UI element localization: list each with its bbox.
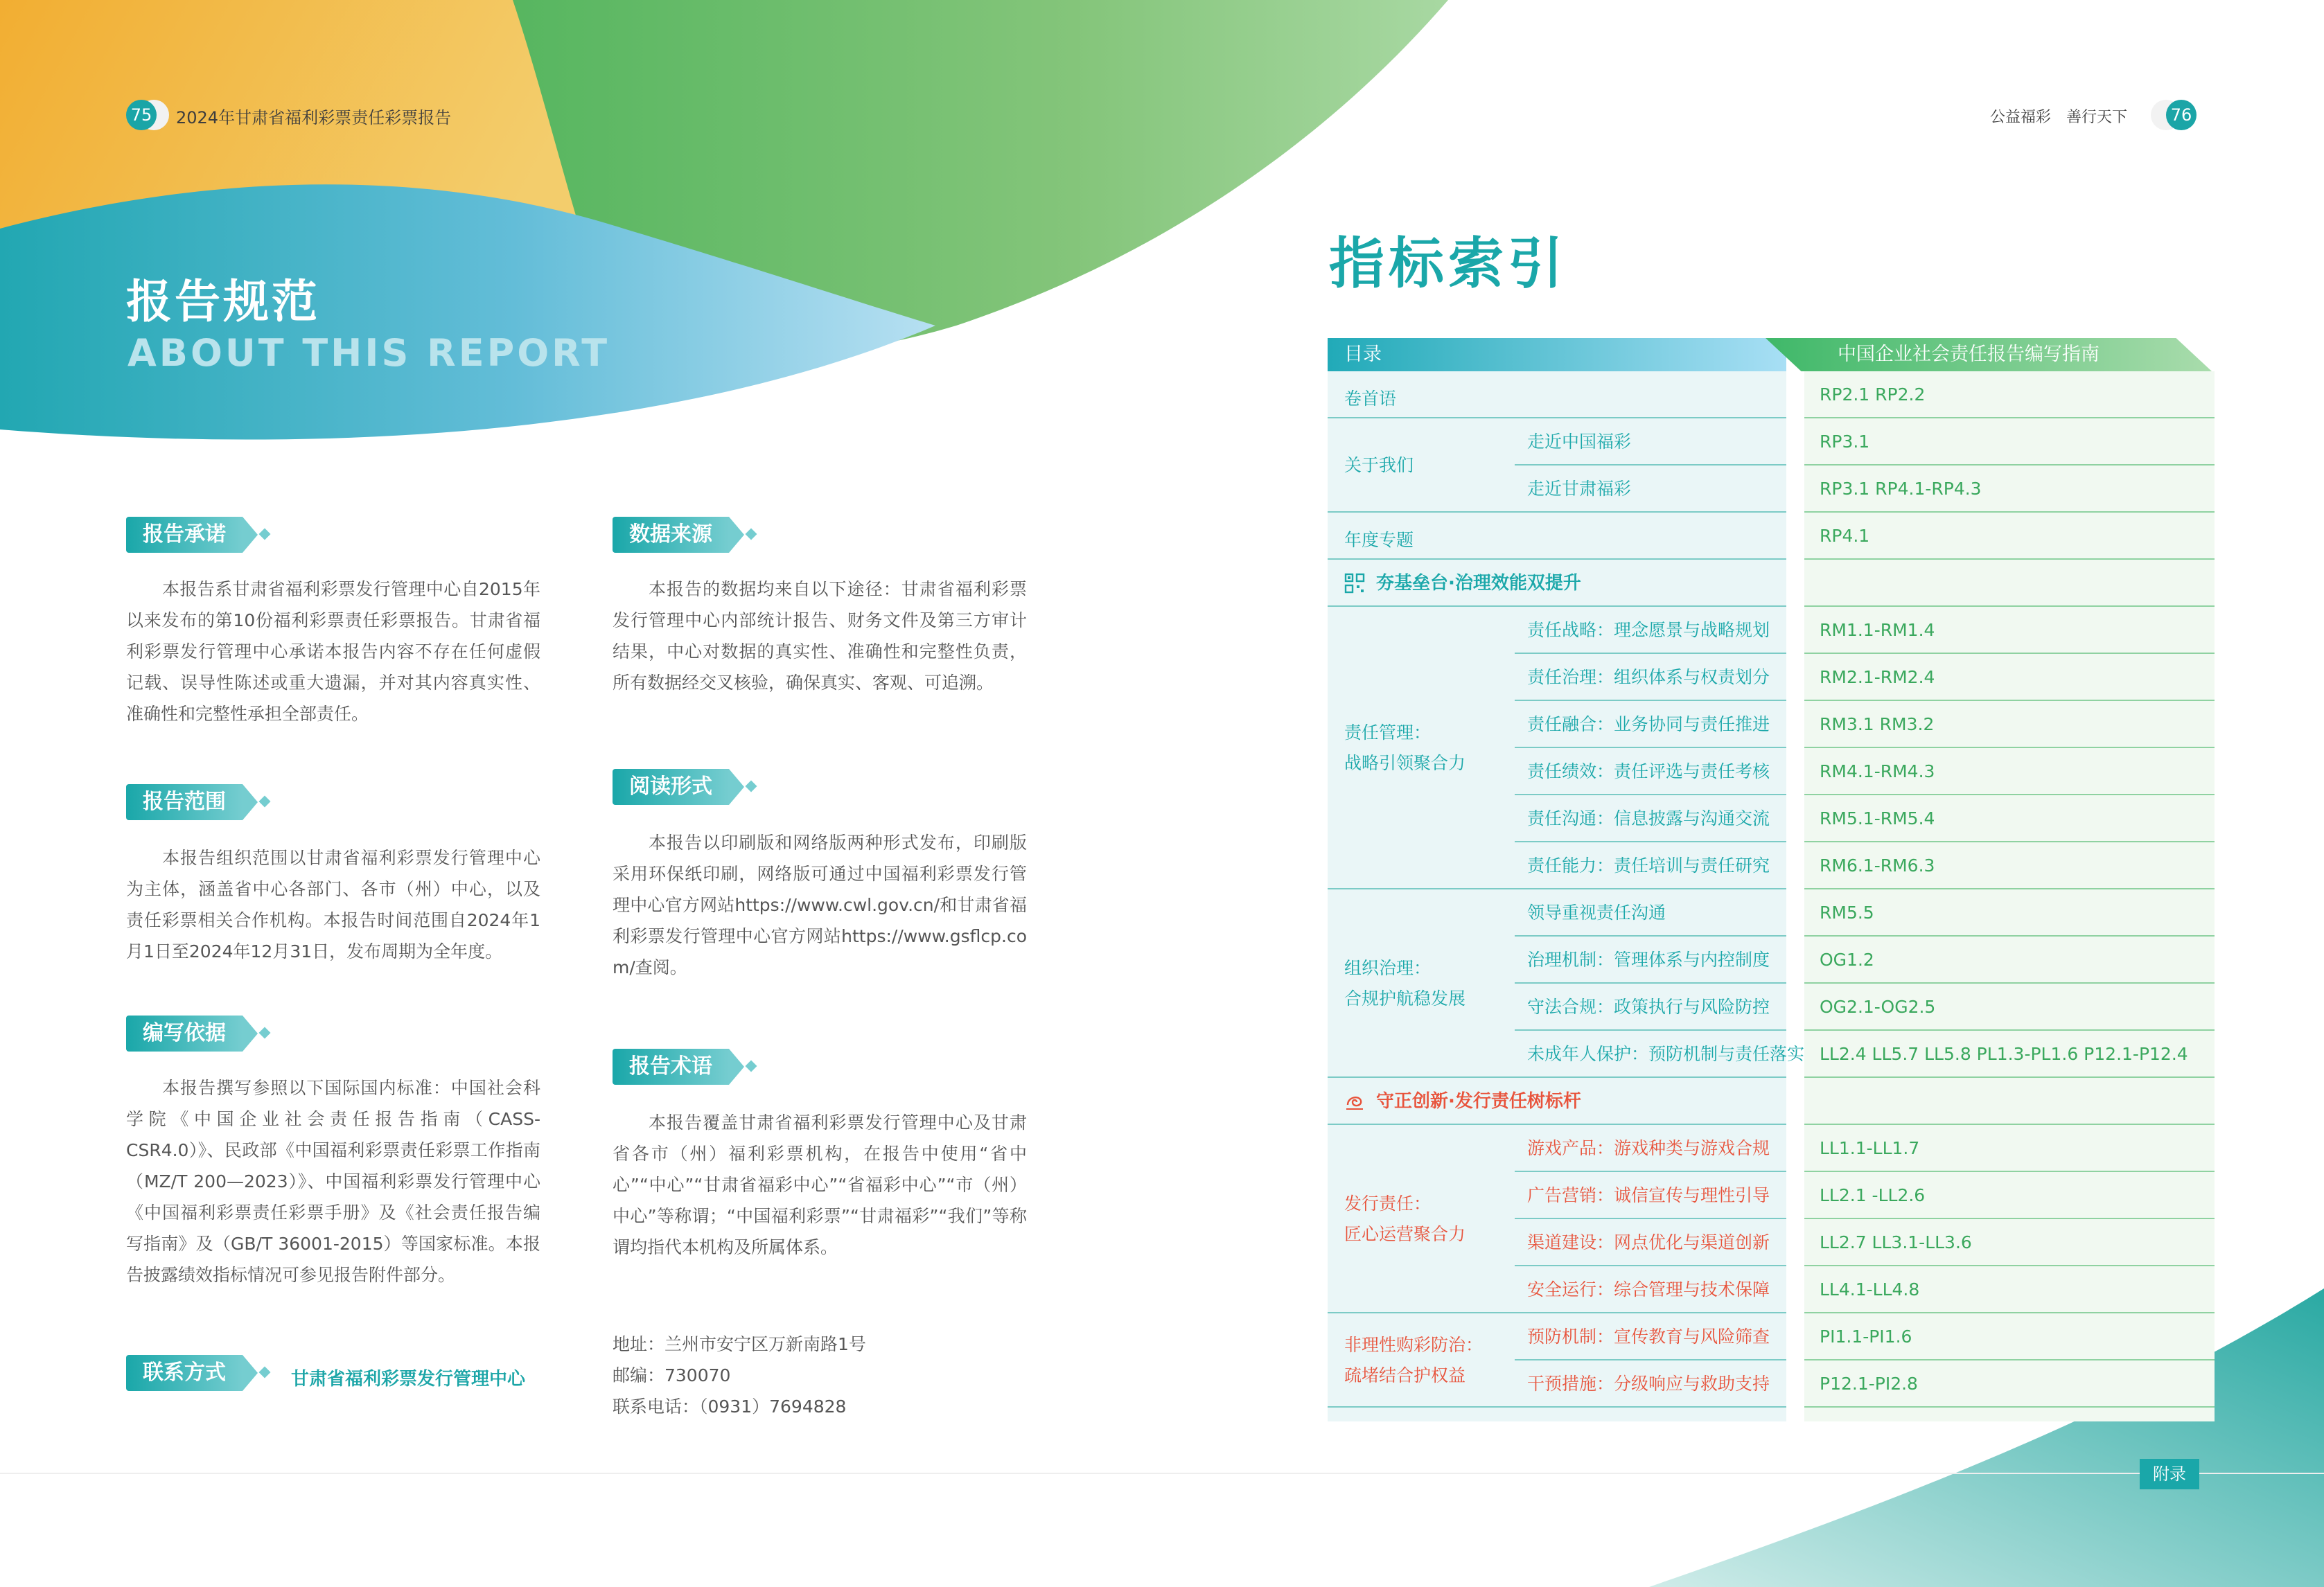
contact-organization: 甘肃省福利彩票发行管理中心: [291, 1369, 526, 1390]
guideline-code: RM5.1-RM5.4: [1820, 808, 1935, 828]
guideline-code: LL2.1 -LL2.6: [1820, 1185, 1926, 1205]
page-number-left: 75: [126, 100, 157, 130]
row-divider-right: [1804, 1406, 2215, 1408]
row-divider-right: [1804, 1218, 2215, 1219]
guideline-code: LL4.1-LL4.8: [1820, 1279, 1920, 1300]
row-divider-right: [1804, 794, 2215, 795]
guideline-code: OG2.1-OG2.5: [1820, 997, 1936, 1017]
index-item: 领导重视责任沟通: [1527, 903, 1666, 923]
index-item: 责任治理：组织体系与权责划分: [1527, 667, 1770, 687]
row-divider-left: [1328, 605, 1786, 607]
swirl-icon: [1344, 1091, 1365, 1112]
index-item: 责任融合：业务协同与责任推进: [1527, 714, 1770, 734]
row-divider-right: [1804, 417, 2215, 418]
guideline-code: RM1.1-RM1.4: [1820, 620, 1935, 640]
index-item: 走近中国福彩: [1527, 432, 1632, 452]
row-divider-right: [1804, 1265, 2215, 1266]
row-divider-right: [1804, 982, 2215, 984]
row-divider-right: [1804, 558, 2215, 560]
section-text-data-source: 本报告的数据均来自以下途径：甘肃省福利彩票发行管理中心内部统计报告、财务文件及第三方审计结果，中心对数据的真实性、准确性和完整性负责，所有数据经交叉核验，确保真实、客观、可追溯。: [613, 579, 1027, 693]
index-item: 治理机制：管理体系与内控制度: [1527, 950, 1770, 970]
row-divider-left: [1515, 653, 1786, 654]
guideline-code: PI1.1-PI1.6: [1820, 1327, 1912, 1347]
qr-grid-icon: [1344, 573, 1365, 594]
row-divider-right: [1804, 841, 2215, 842]
guideline-code: RM3.1 RM3.2: [1820, 714, 1935, 734]
row-divider-right: [1804, 653, 2215, 654]
category-label: 非理性购彩防治： 疏堵结合护权益: [1344, 1335, 1484, 1385]
category-label: 发行责任： 匠心运营聚合力: [1344, 1194, 1466, 1244]
index-item: 责任绩效：责任评选与责任考核: [1527, 761, 1770, 781]
row-divider-left: [1515, 1359, 1786, 1360]
category-label: 年度专题: [1344, 530, 1414, 550]
row-divider-left: [1328, 417, 1786, 418]
section-tag-contact: 联系方式: [126, 1355, 243, 1391]
guideline-code: RM2.1-RM2.4: [1820, 667, 1935, 687]
guideline-code: RP3.1 RP4.1-RP4.3: [1820, 479, 1982, 499]
table-header-guideline: 中国企业社会责任报告编写指南: [1838, 344, 2099, 365]
section-tag-basis: 编写依据: [126, 1016, 243, 1052]
row-divider-left: [1515, 1265, 1786, 1266]
category-label: 组织治理： 合规护航稳发展: [1344, 958, 1466, 1009]
row-divider-right: [1804, 700, 2215, 701]
index-item: 责任能力：责任培训与责任研究: [1527, 855, 1770, 876]
row-divider-right: [1804, 747, 2215, 748]
row-divider-left: [1515, 464, 1786, 466]
category-label: 关于我们: [1344, 455, 1414, 475]
guideline-code: RM4.1-RM4.3: [1820, 761, 1935, 781]
row-divider-left: [1515, 1218, 1786, 1219]
index-item: 游戏产品：游戏种类与游戏合规: [1527, 1138, 1770, 1158]
contact-address: 地址：兰州市安宁区万新南路1号: [613, 1334, 866, 1354]
guideline-code: OG1.2: [1820, 950, 1874, 970]
guideline-code: LL2.4 LL5.7 LL5.8 PL1.3-PL1.6 P12.1-P12.4: [1820, 1044, 2188, 1064]
section-text-basis: 本报告撰写参照以下国际国内标准：中国社会科学院《中国企业社会责任报告指南（CASS-CSR4.0）》、民政部《中国福利彩票责任彩票工作指南（MZ/T 200—2023）》、中国福利彩票发行管理中心《中国福利彩票责任彩票手册》及《社会责任报告编写指南》及（GB/T 36001-2015）等国家标准。本报告披露绩效指标情况可参见报告附件部分。: [126, 1078, 540, 1285]
index-item: 安全运行：综合管理与技术保障: [1527, 1279, 1770, 1300]
table-header-contents: 目录: [1344, 344, 1382, 365]
row-divider-right: [1804, 605, 2215, 607]
section-tag-commitment: 报告承诺: [126, 517, 243, 553]
category-label: 卷首语: [1344, 389, 1397, 409]
section-row-label: 夯基垒台·治理效能双提升: [1376, 573, 1581, 594]
row-divider-right: [1804, 888, 2215, 889]
table-header-left: [1328, 338, 1786, 371]
section-tag-terminology: 报告术语: [613, 1049, 729, 1085]
row-divider-right: [1804, 511, 2215, 513]
index-item: 未成年人保护：预防机制与责任落实: [1527, 1044, 1805, 1064]
row-divider-right: [1804, 1312, 2215, 1313]
index-item: 广告营销：诚信宣传与理性引导: [1527, 1185, 1770, 1205]
row-divider-left: [1515, 700, 1786, 701]
guideline-code: RP3.1: [1820, 432, 1870, 452]
row-divider-left: [1328, 1312, 1786, 1313]
index-item: 责任沟通：信息披露与沟通交流: [1527, 808, 1770, 828]
row-divider-left: [1515, 1171, 1786, 1172]
section-text-scope: 本报告组织范围以甘肃省福利彩票发行管理中心为主体，涵盖省中心各部门、各市（州）中心，以及责任彩票相关合作机构。本报告时间范围自2024年1月1日至2024年12月31日，发布周期为全年度。: [126, 848, 540, 961]
row-divider-left: [1328, 558, 1786, 560]
guideline-code: LL1.1-LL1.7: [1820, 1138, 1920, 1158]
row-divider-right: [1804, 464, 2215, 466]
index-item: 走近甘肃福彩: [1527, 479, 1632, 499]
row-divider-left: [1515, 1029, 1786, 1031]
row-divider-right: [1804, 1359, 2215, 1360]
index-item: 预防机制：宣传教育与风险筛查: [1527, 1327, 1770, 1347]
report-header-title: 2024年甘肃省福利彩票责任彩票报告: [176, 108, 452, 127]
row-divider-left: [1515, 982, 1786, 984]
guideline-code: RP4.1: [1820, 526, 1870, 546]
row-divider-left: [1328, 511, 1786, 513]
row-divider-right: [1804, 1029, 2215, 1031]
index-title: 指标索引: [1329, 231, 1567, 296]
row-divider-left: [1328, 1076, 1786, 1078]
contact-phone: 联系电话：（0931）7694828: [613, 1397, 847, 1417]
page-number-right: 76: [2166, 100, 2197, 130]
contact-postcode: 邮编：730070: [613, 1365, 731, 1385]
index-item: 渠道建设：网点优化与渠道创新: [1527, 1232, 1770, 1252]
row-divider-right: [1804, 1124, 2215, 1125]
row-divider-right: [1804, 935, 2215, 937]
section-text-commitment: 本报告系甘肃省福利彩票发行管理中心自2015年以来发布的第10份福利彩票责任彩票报告。甘肃省福利彩票发行管理中心承诺本报告内容不存在任何虚假记载、误导性陈述或重大遗漏，并对其内容真实性、准确性和完整性承担全部责任。: [126, 579, 540, 724]
guideline-code: RM6.1-RM6.3: [1820, 855, 1935, 876]
guideline-code: RP2.1 RP2.2: [1820, 384, 1926, 405]
index-item: 责任战略：理念愿景与战略规划: [1527, 620, 1770, 640]
slogan: 公益福彩 善行天下: [1990, 109, 2128, 126]
footer-divider: [0, 1473, 2324, 1474]
section-tag-reading-format: 阅读形式: [613, 769, 729, 805]
row-divider-left: [1515, 935, 1786, 937]
row-divider-right: [1804, 1076, 2215, 1078]
row-divider-left: [1328, 1406, 1786, 1408]
row-divider-right: [1804, 1171, 2215, 1172]
row-divider-left: [1328, 888, 1786, 889]
section-row-label: 守正创新·发行责任树标杆: [1376, 1091, 1581, 1112]
guideline-code: P12.1-PI2.8: [1820, 1374, 1918, 1394]
guideline-code: RM5.5: [1820, 903, 1874, 923]
page-subtitle-en: ABOUT THIS REPORT: [127, 331, 610, 375]
guideline-code: LL2.7 LL3.1-LL3.6: [1820, 1232, 1972, 1252]
row-divider-left: [1515, 747, 1786, 748]
section-tag-data-source: 数据来源: [613, 517, 729, 553]
category-label: 责任管理： 战略引领聚合力: [1344, 722, 1466, 773]
appendix-tab[interactable]: 附录: [2140, 1459, 2199, 1489]
page-title: 报告规范: [126, 275, 320, 328]
section-tag-scope: 报告范围: [126, 784, 243, 820]
row-divider-left: [1328, 1124, 1786, 1125]
row-divider-left: [1515, 841, 1786, 842]
section-text-reading-format: 本报告以印刷版和网络版两种形式发布，印刷版采用环保纸印刷，网络版可通过中国福利彩票发行管理中心官方网站https://www.cwl.gov.cn/和甘肃省福利彩票发行管理中心官方网站https://www.gsflcp.com/查阅。: [613, 833, 1027, 977]
row-divider-left: [1515, 794, 1786, 795]
index-item: 干预措施：分级响应与救助支持: [1527, 1374, 1770, 1394]
section-text-terminology: 本报告覆盖甘肃省福利彩票发行管理中心及甘肃省各市（州）福利彩票机构，在报告中使用“省中心”“中心”“甘肃省福彩中心”“省福彩中心”“市（州）中心”等称谓；“中国福利彩票”“甘肃福彩”“我们”等称谓均指代本机构及所属体系。: [613, 1112, 1027, 1257]
index-item: 守法合规：政策执行与风险防控: [1527, 997, 1770, 1017]
